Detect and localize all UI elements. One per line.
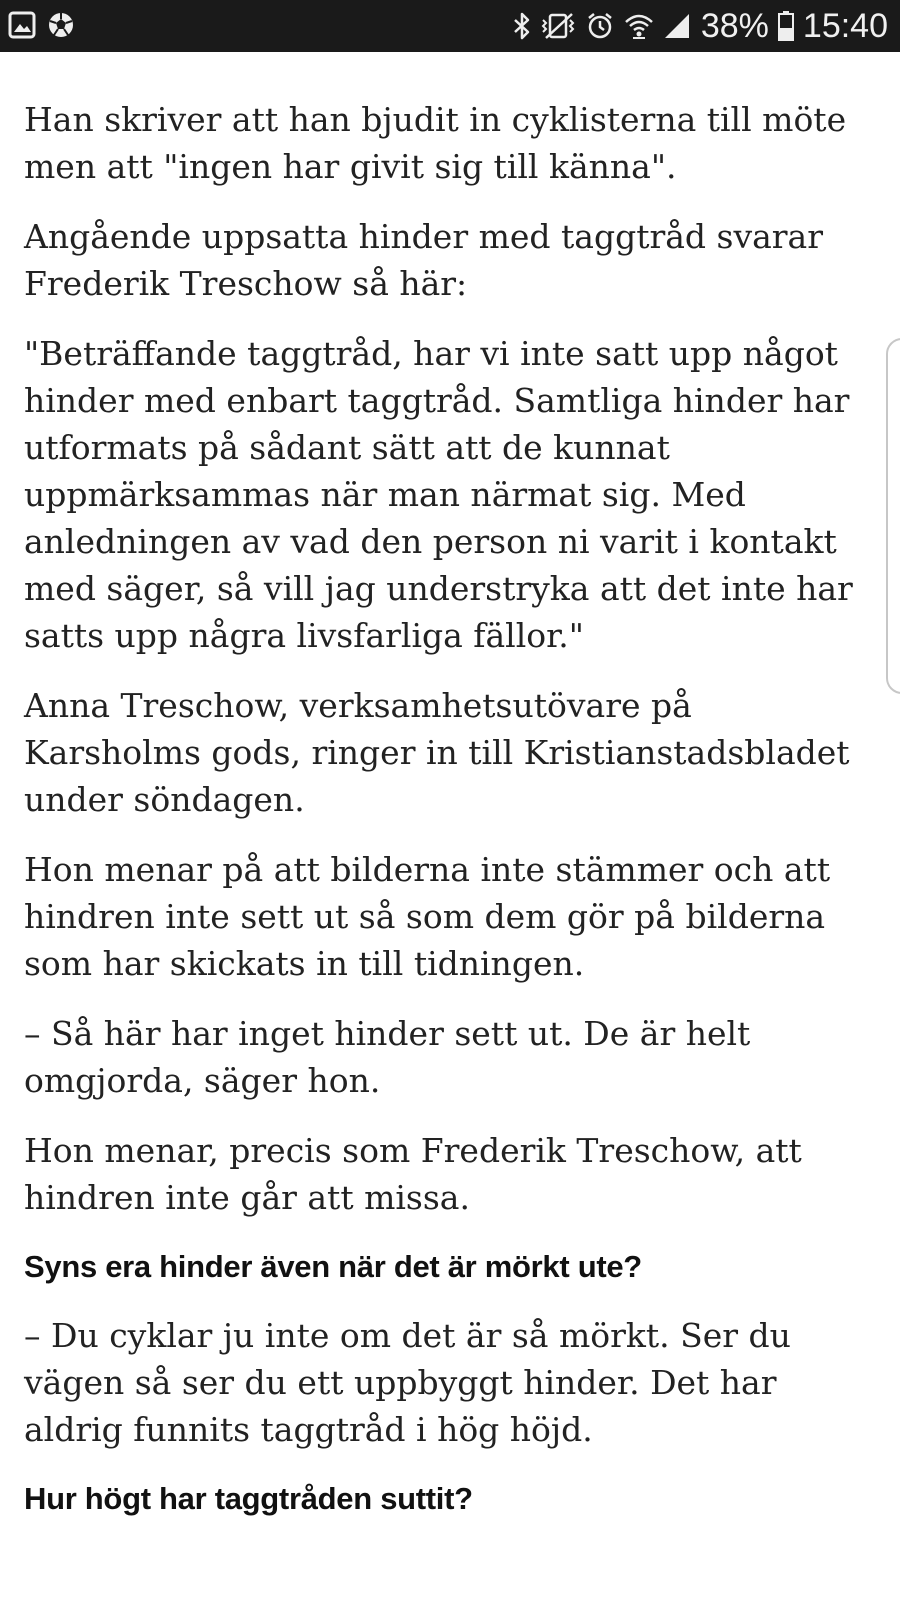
quote-paragraph: "Beträffande taggtråd, har vi inte satt upp något hinder med enbart taggtråd. Samtliga hinder har utformats på sådant sätt att de kunnat uppmärksammas när man närmat sig. Med anledningen av vad den person ni varit i kontakt med säger, så vill jag understryka att det inte har satts upp några livsfarliga fällor.": [24, 334, 853, 655]
notification-icons: [8, 10, 76, 40]
bluetooth-icon: [511, 11, 533, 41]
status-bar: [0, 0, 900, 52]
paragraph: – Så här har inget hinder sett ut. De är helt omgjorda, säger hon.: [24, 1014, 751, 1100]
system-status: [511, 6, 888, 46]
paragraph: Hon menar på att bilderna inte stämmer och att hindren inte sett ut så som dem gör på bilderna som har skickats in till tidningen.: [24, 850, 831, 983]
paragraph: Anna Treschow, verksamhetsutövare på Karsholms gods, ringer in till Kristianstadsbladet under söndagen.: [24, 686, 850, 819]
paragraph: Angående uppsatta hinder med taggtråd svarar Frederik Treschow så här:: [24, 217, 824, 303]
battery-percent: 38%: [700, 7, 769, 45]
vibrate-icon: [541, 11, 577, 41]
interview-question: Hur högt har taggtråden suttit?: [24, 1481, 473, 1516]
soccer-ball-icon: [46, 10, 76, 40]
clock: 15:40: [802, 7, 888, 45]
battery-icon: [777, 10, 795, 42]
edge-panel-handle[interactable]: [886, 338, 900, 694]
article-body: [24, 96, 869, 1544]
signal-icon: [663, 11, 691, 41]
interview-question: Syns era hinder även när det är mörkt ute?: [24, 1249, 642, 1284]
wifi-icon: [623, 11, 655, 41]
alarm-icon: [585, 11, 615, 41]
paragraph: Han skriver att han bjudit in cyklisterna till möte men att "ingen har givit sig till känna".: [24, 100, 847, 186]
interview-answer: – Du cyklar ju inte om det är så mörkt. Ser du vägen så ser du ett uppbyggt hinder. Det har aldrig funnits taggtråd i hög höjd.: [24, 1316, 791, 1449]
paragraph: Hon menar, precis som Frederik Treschow, att hindren inte går att missa.: [24, 1131, 802, 1217]
gallery-icon: [8, 11, 36, 39]
